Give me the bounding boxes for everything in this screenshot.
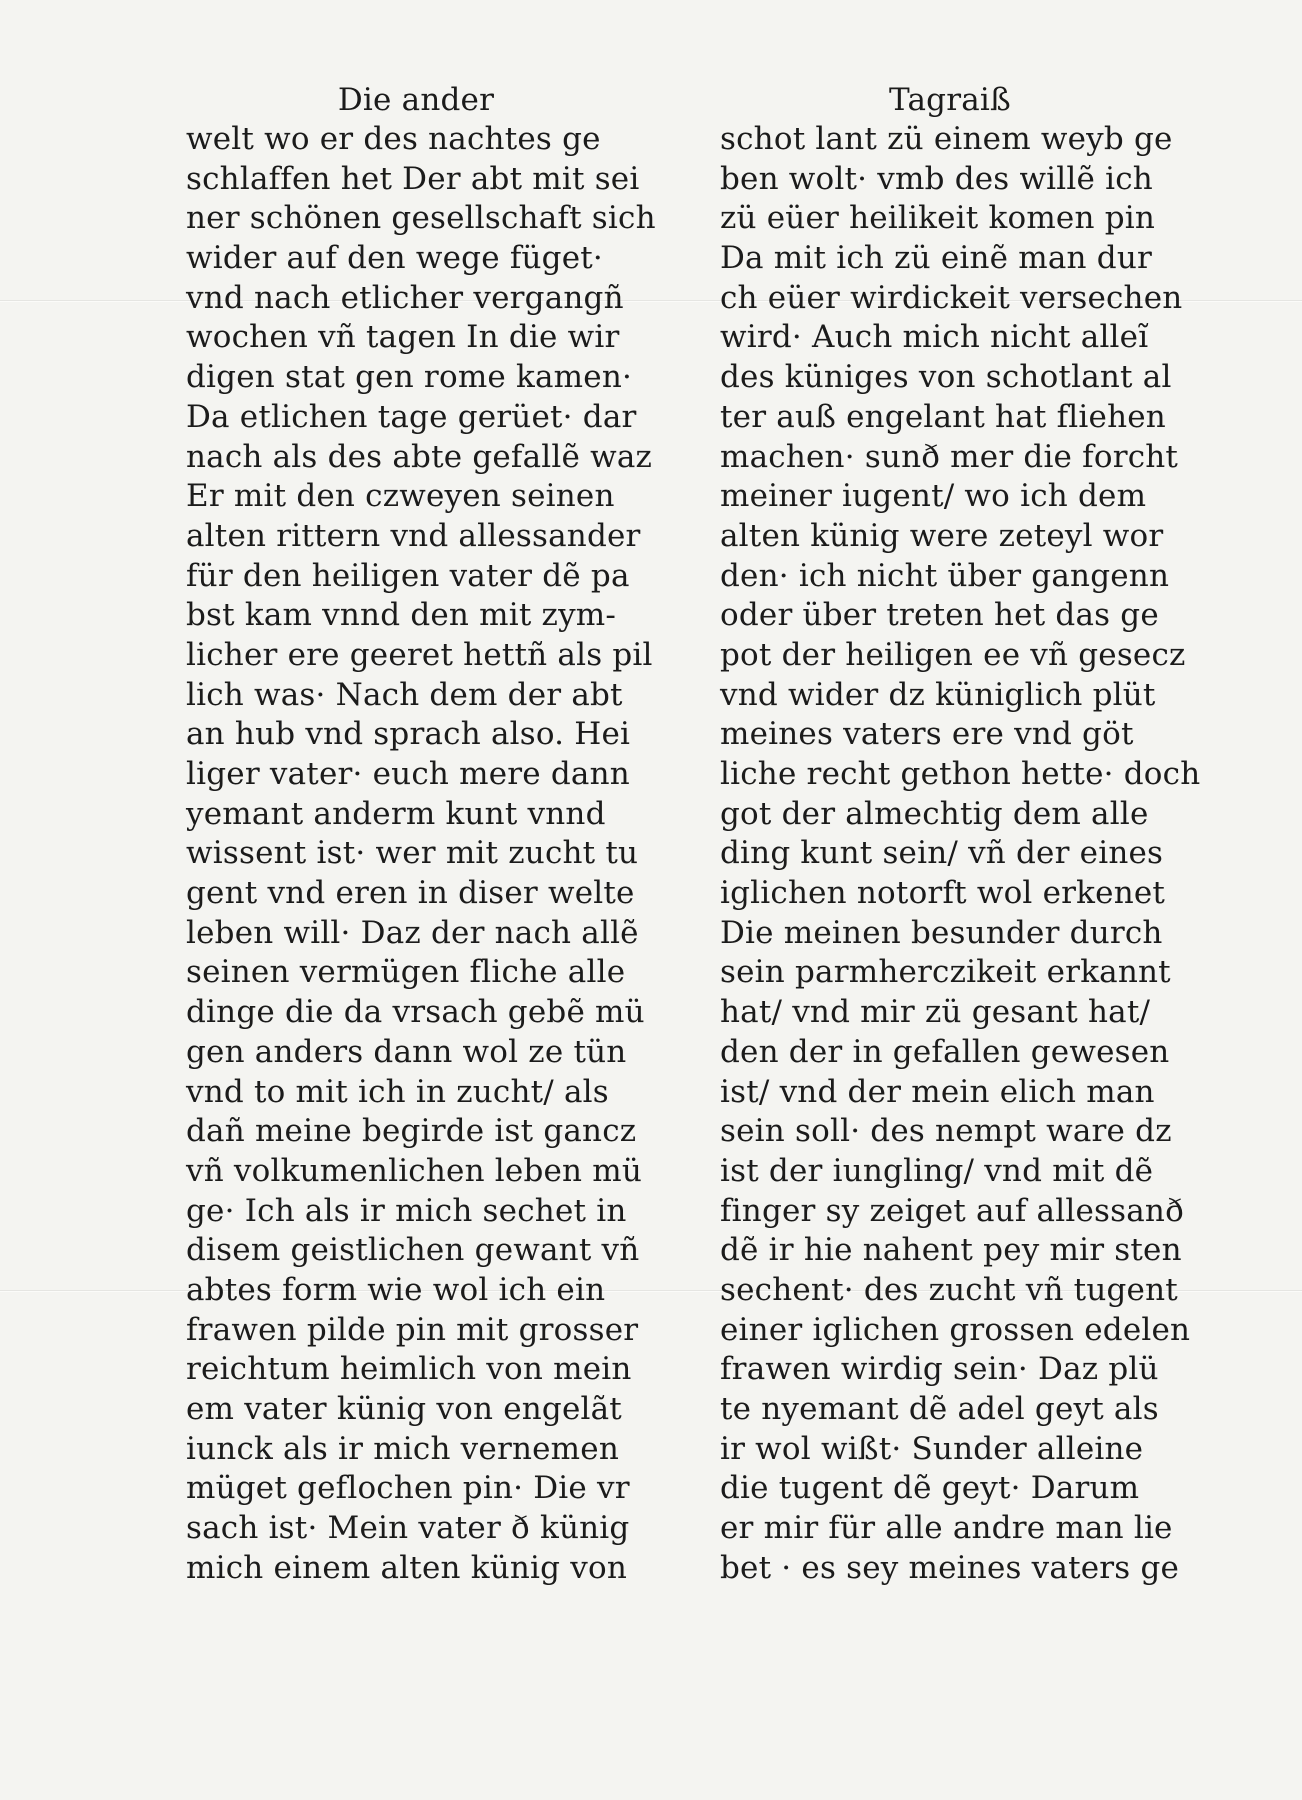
text-line: liche recht gethon hette· doch (720, 756, 1201, 792)
text-line: ir wol wißt· Sunder alleine (720, 1430, 1144, 1467)
text-line: vnd nach etlicher vergangñ (186, 279, 624, 316)
text-line: an hub vnd sprach also. Hei (186, 716, 631, 753)
text-line: schot lant zü einem weyb ge (720, 121, 1173, 157)
text-line: ist der iungling/ vnd mit dẽ (720, 1152, 1154, 1189)
text-line: dẽ ir hie nahent pey mir sten (720, 1232, 1182, 1269)
text-line: einer iglichen grossen edelen (720, 1311, 1191, 1348)
text-line: schlaffen het Der abt mit sei (186, 160, 640, 197)
text-line: den der in gefallen gewesen (720, 1033, 1170, 1070)
text-line: des küniges von schotlant al (720, 359, 1172, 396)
text-line: ist/ vnd der mein elich man (720, 1073, 1155, 1110)
text-line: iunck als ir mich vernemen (186, 1430, 619, 1467)
text-line: ner schönen gesellschaft sich (186, 200, 656, 237)
text-line: Er mit den czweyen seinen (186, 478, 615, 515)
text-line: ter auß engelant hat fliehen (720, 398, 1166, 435)
text-line: sein soll· des nempt ware dz (720, 1113, 1172, 1150)
left-text-body (186, 120, 656, 1588)
text-line: hat/ vnd mir zü gesant hat/ (720, 994, 1151, 1031)
text-line: sein parmherczikeit erkannt (720, 954, 1171, 991)
text-line: den· ich nicht über gangenn (720, 557, 1170, 594)
text-line: er mir für alle andre man lie (720, 1510, 1173, 1547)
text-line: frawen wirdig sein· Daz plü (720, 1351, 1159, 1388)
text-line: ding kunt sein/ vñ der eines (720, 835, 1164, 872)
text-line: wider auf den wege füget· (186, 240, 603, 277)
text-line: frawen pilde pin mit grosser (186, 1311, 639, 1348)
left-text-column (186, 80, 656, 1588)
text-line: dañ meine begirde ist gancz (186, 1113, 637, 1150)
text-line: welt wo er des nachtes ge (186, 121, 601, 157)
text-line: digen stat gen rome kamen· (186, 359, 633, 396)
text-line: abtes form wie wol ich ein (186, 1271, 606, 1308)
right-running-head: Tagraiß (889, 82, 1011, 118)
text-line: te nyemant dẽ adel geyt als (720, 1391, 1159, 1427)
text-line: gent vnd eren in diser welte (186, 875, 635, 912)
text-line: meiner iugent/ wo ich dem (720, 478, 1147, 515)
right-text-body (720, 120, 1201, 1588)
right-text-column (720, 80, 1201, 1588)
text-line: müget geflochen pin· Die vr (186, 1470, 630, 1507)
text-line: lich was· Nach dem der abt (186, 676, 623, 713)
text-line: seinen vermügen fliche alle (186, 954, 626, 991)
text-line: got der almechtig dem alle (720, 795, 1149, 832)
text-line: leben will· Daz der nach allẽ (186, 914, 639, 951)
text-line: sechent· des zucht vñ tugent (720, 1271, 1178, 1308)
text-line: Da mit ich zü einẽ man dur (720, 240, 1153, 277)
text-line: bst kam vnnd den mit zym- (186, 597, 617, 634)
text-line: ch eüer wirdickeit versechen (720, 279, 1183, 316)
text-line: ge· Ich als ir mich sechet in (186, 1192, 627, 1229)
text-line: ben wolt· vmb des willẽ ich (720, 160, 1153, 197)
text-line: oder über treten het das ge (720, 597, 1159, 634)
text-line: sach ist· Mein vater ð künig (186, 1510, 630, 1547)
left-running-head: Die ander (337, 82, 495, 118)
text-line: pot der heiligen ee vñ gesecz (720, 636, 1186, 673)
text-line: vnd to mit ich in zucht/ als (186, 1073, 609, 1110)
text-line: meines vaters ere vnd göt (720, 716, 1134, 753)
text-line: Die meinen besunder durch (720, 914, 1163, 951)
text-line: licher ere geeret hettñ als pil (186, 636, 653, 673)
text-line: yemant anderm kunt vnnd (186, 795, 606, 832)
text-line: dinge die da vrsach gebẽ mü (186, 994, 645, 1031)
text-line: für den heiligen vater dẽ pa (186, 557, 630, 594)
text-line: vñ volkumenlichen leben mü (186, 1152, 643, 1189)
text-line: disem geistlichen gewant vñ (186, 1232, 640, 1269)
text-line: wissent ist· wer mit zucht tu (186, 835, 639, 872)
text-line: iglichen notorft wol erkenet (720, 875, 1166, 912)
text-line: wochen vñ tagen In die wir (186, 319, 620, 356)
text-line: alten rittern vnd allessander (186, 517, 641, 554)
text-line: gen anders dann wol ze tün (186, 1033, 627, 1070)
text-line: nach als des abte gefallẽ waz (186, 438, 653, 475)
text-line: Da etlichen tage gerüet· dar (186, 398, 637, 435)
text-line: liger vater· euch mere dann (186, 756, 630, 792)
text-line: vnd wider dz küniglich plüt (720, 676, 1156, 713)
text-line: reichtum heimlich von mein (186, 1351, 632, 1388)
text-line: alten künig were zeteyl wor (720, 517, 1164, 554)
text-line: machen· sunð mer die forcht (720, 438, 1179, 475)
text-line: wird· Auch mich nicht alleĩ (720, 319, 1149, 356)
text-line: finger sy zeiget auf allessanð (720, 1192, 1184, 1229)
text-line: mich einem alten künig von (186, 1549, 628, 1586)
text-line: bet · es sey meines vaters ge (720, 1549, 1180, 1586)
text-line: em vater künig von engelãt (186, 1391, 622, 1427)
text-line: zü eüer heilikeit komen pin (720, 200, 1156, 237)
text-line: die tugent dẽ geyt· Darum (720, 1470, 1140, 1507)
